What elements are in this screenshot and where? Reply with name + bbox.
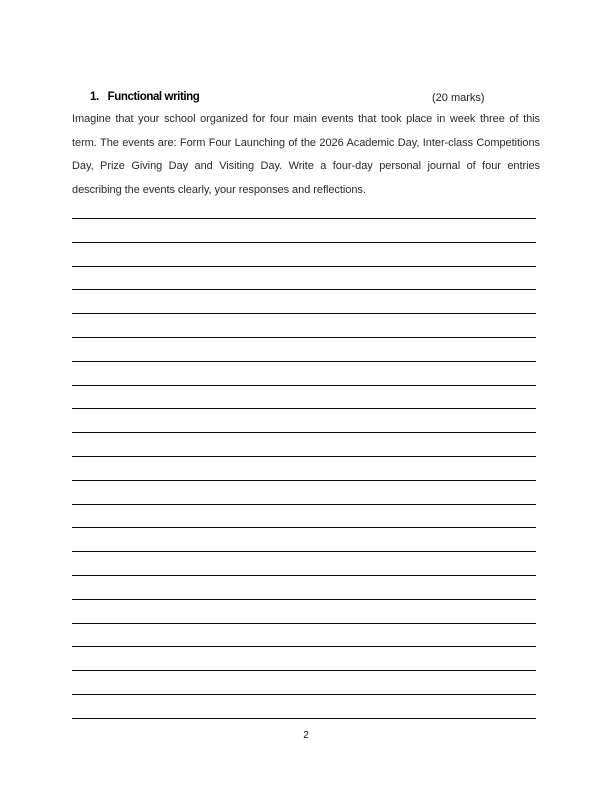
answer-line[interactable]	[72, 289, 536, 290]
answer-line[interactable]	[72, 432, 536, 433]
answer-line[interactable]	[72, 456, 536, 457]
answer-line[interactable]	[72, 718, 536, 719]
answer-line[interactable]	[72, 623, 536, 624]
answer-line[interactable]	[72, 694, 536, 695]
answer-line[interactable]	[72, 313, 536, 314]
answer-line[interactable]	[72, 408, 536, 409]
answer-line[interactable]	[72, 361, 536, 362]
answer-line[interactable]	[72, 242, 536, 243]
answer-line[interactable]	[72, 646, 536, 647]
question-prompt: Imagine that your school organized for four main events that took place in week three of this term. The events are: Form Four Launching of the 2026 Academic Day, Inter-class Competitions Day, Prize Giving Day and Visiting Day. Write a four-day personal journal of four entries describing the events clearly, your responses and reflections.	[72, 113, 540, 196]
question-heading	[90, 91, 199, 103]
answer-line[interactable]	[72, 599, 536, 600]
answer-line[interactable]	[72, 670, 536, 671]
question-number: 1.	[90, 91, 99, 103]
answer-line[interactable]	[72, 266, 536, 267]
answer-line[interactable]	[72, 218, 536, 219]
answer-line[interactable]	[72, 480, 536, 481]
answer-line[interactable]	[72, 575, 536, 576]
answer-line[interactable]	[72, 551, 536, 552]
answer-line[interactable]	[72, 385, 536, 386]
question-marks: (20 marks)	[432, 92, 485, 104]
page-number: 2	[303, 730, 309, 741]
answer-line[interactable]	[72, 337, 536, 338]
question-title: Functional writing	[107, 91, 200, 103]
answer-line[interactable]	[72, 504, 536, 505]
answer-line[interactable]	[72, 527, 536, 528]
